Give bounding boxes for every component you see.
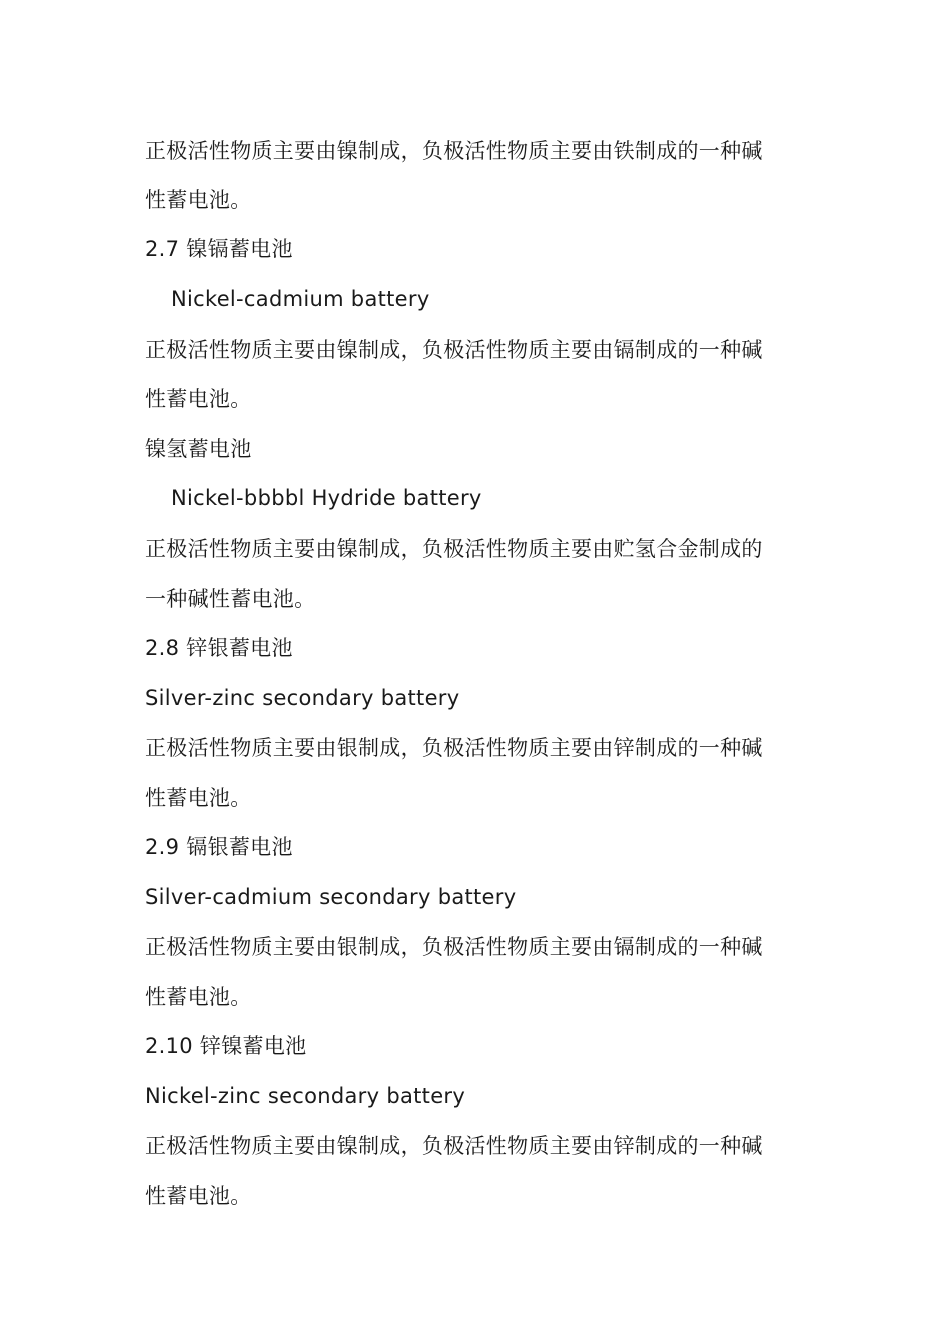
definition-text: 性蓄电池。 [145, 188, 252, 212]
english-term: Nickel-bbbbl Hydride battery [171, 486, 482, 510]
definition-text: 正极活性物质主要由银制成，负极活性物质主要由锌制成的一种碱 [145, 736, 763, 760]
section-heading: 镍氢蓄电池 [145, 437, 252, 461]
section-heading: 2.8 锌银蓄电池 [145, 636, 293, 660]
definition-text: 性蓄电池。 [145, 985, 252, 1009]
section-heading: 2.10 锌镍蓄电池 [145, 1034, 307, 1058]
english-term: Nickel-zinc secondary battery [145, 1084, 466, 1108]
definition-text: 正极活性物质主要由镍制成，负极活性物质主要由铁制成的一种碱 [145, 139, 763, 163]
definition-text: 一种碱性蓄电池。 [145, 587, 316, 611]
section-heading: 2.9 镉银蓄电池 [145, 835, 293, 859]
definition-text: 性蓄电池。 [145, 1184, 252, 1208]
definition-text: 正极活性物质主要由银制成，负极活性物质主要由镉制成的一种碱 [145, 935, 763, 959]
definition-text: 性蓄电池。 [145, 786, 252, 810]
definition-text: 正极活性物质主要由镍制成，负极活性物质主要由锌制成的一种碱 [145, 1134, 763, 1158]
section-heading: 2.7 镍镉蓄电池 [145, 237, 293, 261]
definition-text: 正极活性物质主要由镍制成，负极活性物质主要由镉制成的一种碱 [145, 338, 763, 362]
english-term: Silver-cadmium secondary battery [145, 885, 517, 909]
definition-text: 正极活性物质主要由镍制成，负极活性物质主要由贮氢合金制成的 [145, 537, 763, 561]
english-term: Nickel-cadmium battery [171, 287, 430, 311]
english-term: Silver-zinc secondary battery [145, 686, 460, 710]
definition-text: 性蓄电池。 [145, 387, 252, 411]
